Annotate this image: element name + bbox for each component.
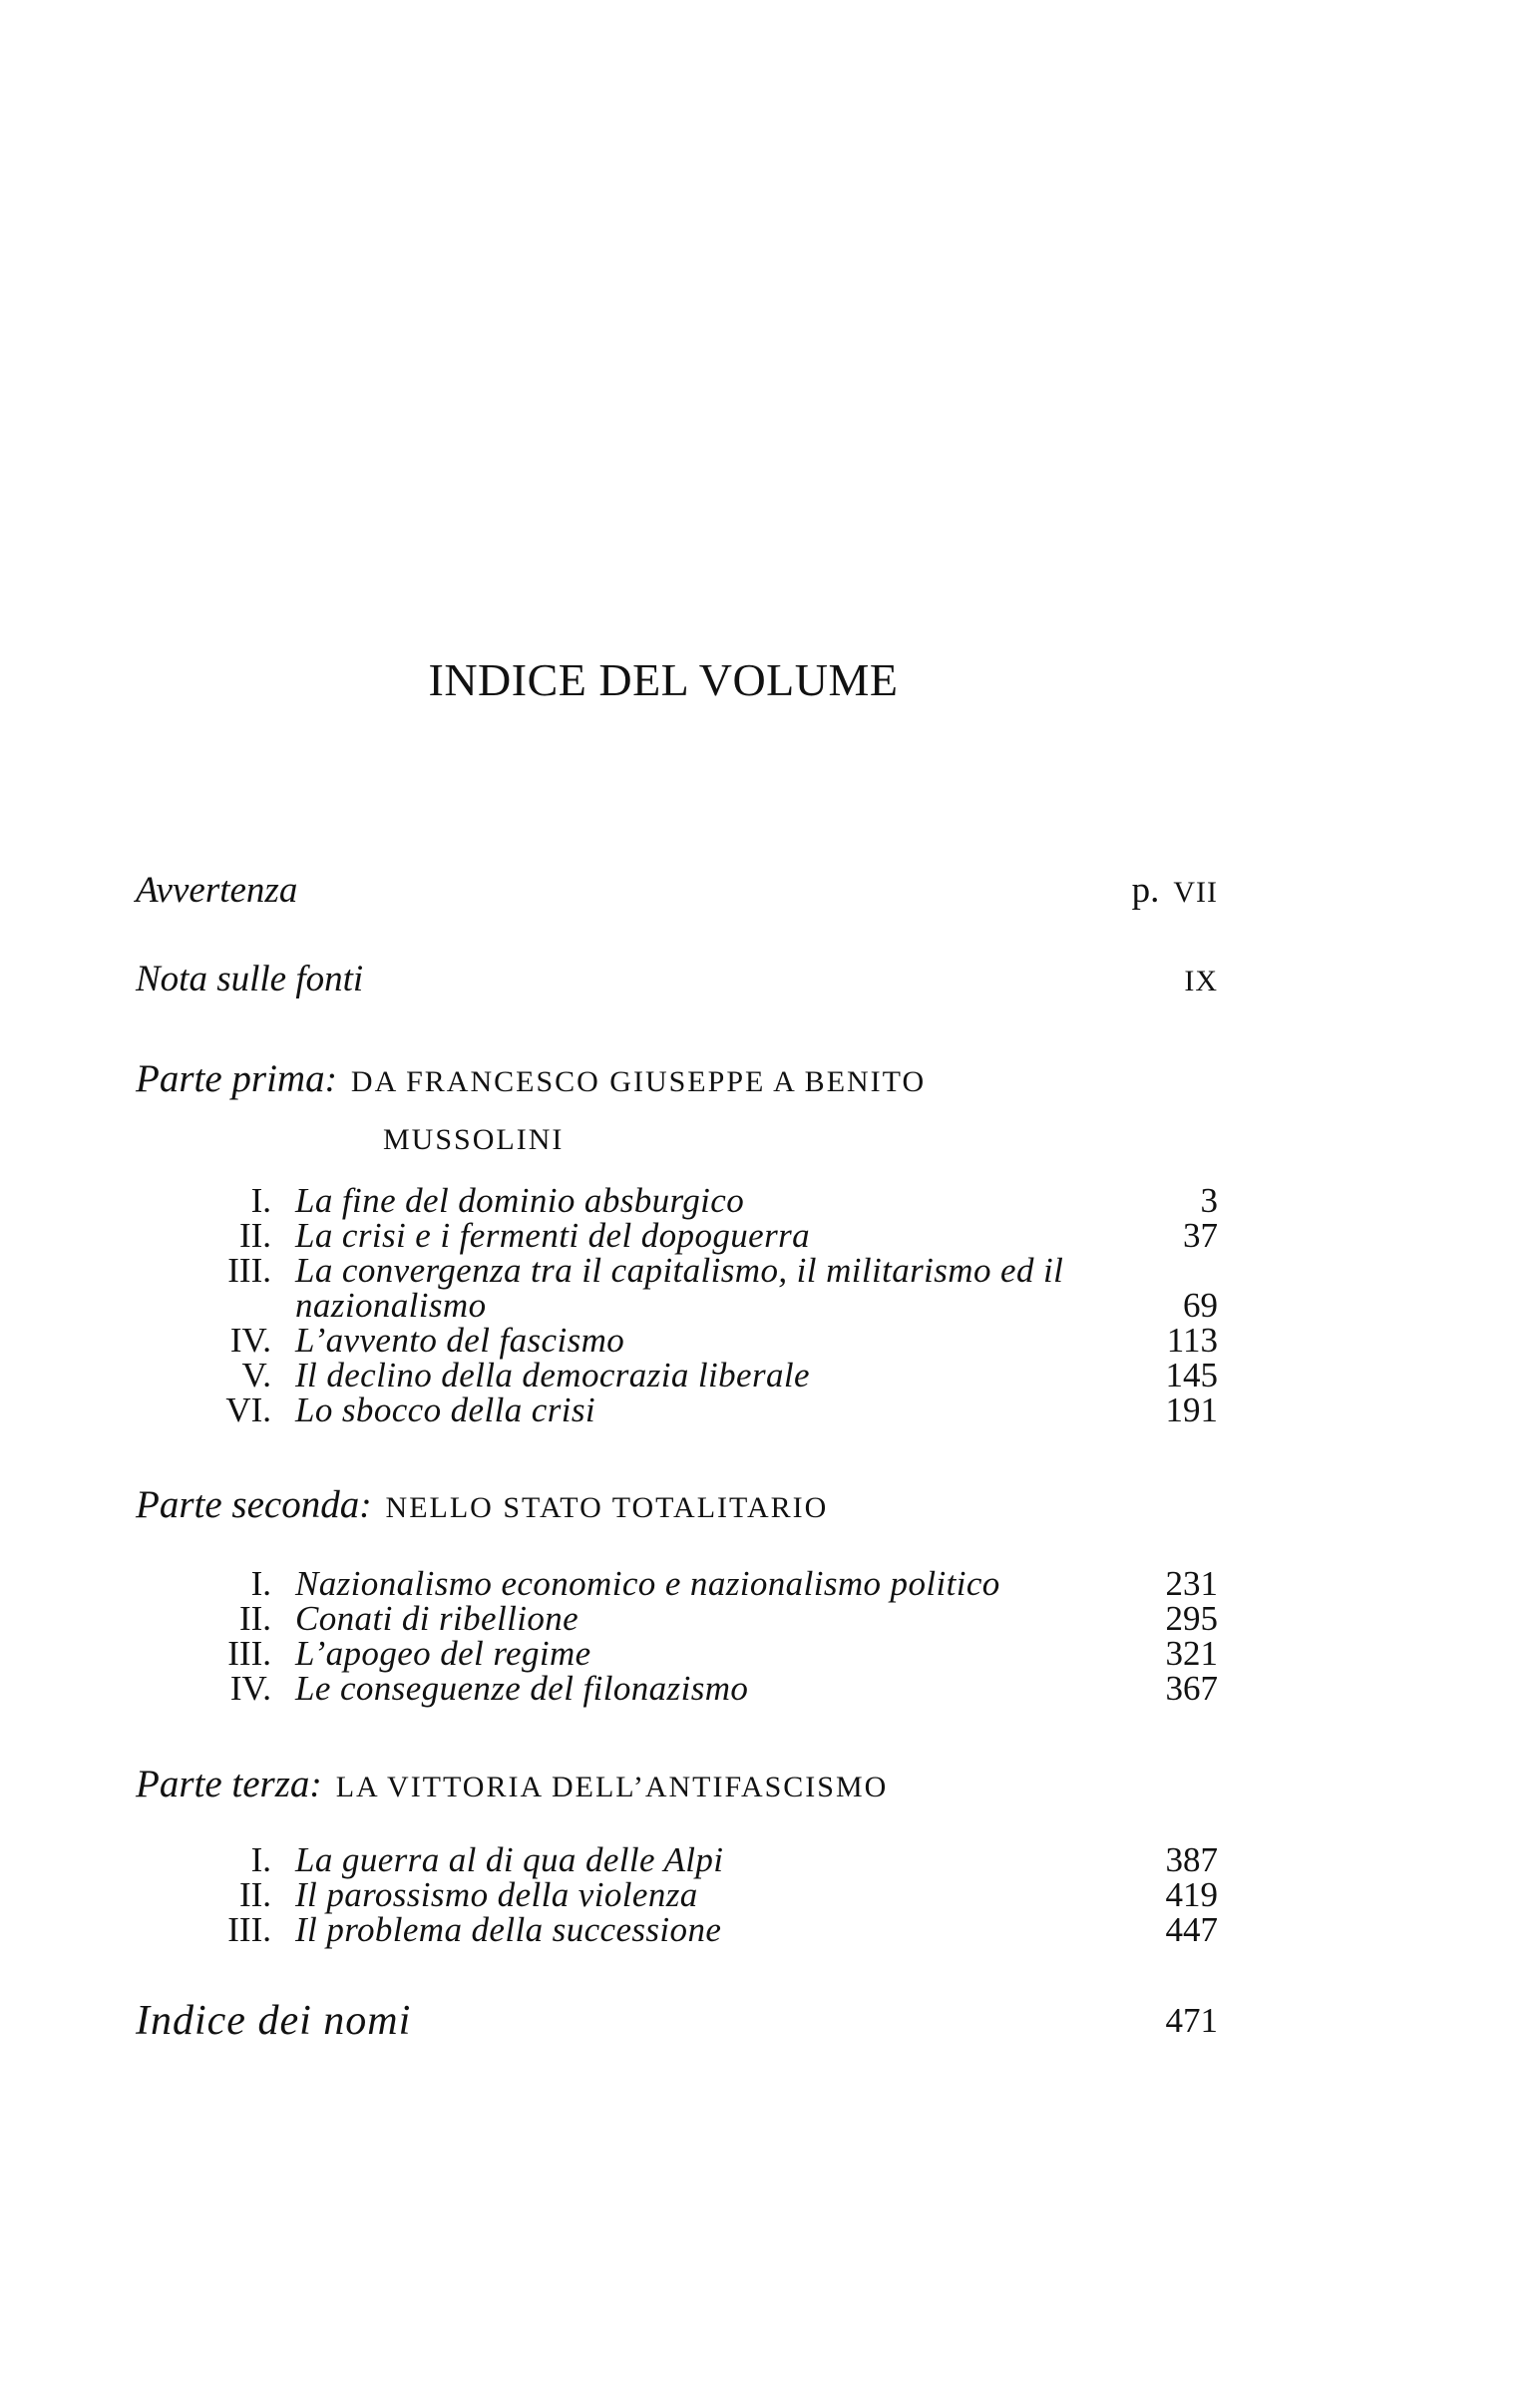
chapter-number: III. — [227, 1251, 271, 1290]
page-prefix: p. — [1131, 870, 1160, 911]
page-number: VII — [1173, 876, 1218, 909]
chapter-title: Conati di ribellione — [295, 1599, 579, 1638]
part-title: LA VITTORIA DELL’ANTIFASCISMO — [335, 1771, 889, 1803]
chapter-title: L’apogeo del regime — [295, 1634, 591, 1673]
chapter-title: Nazionalismo economico e nazionalismo politico — [295, 1564, 1000, 1603]
chapter-title: Le conseguenze del filonazismo — [295, 1669, 749, 1708]
chapter-page: 3 — [1200, 1181, 1218, 1220]
chapter-page: 419 — [1165, 1875, 1218, 1914]
chapter-entry[interactable] — [136, 1566, 1218, 1601]
chapter-page: 37 — [1183, 1216, 1218, 1255]
toc-entry-indice-dei-nomi[interactable] — [136, 1999, 1218, 2043]
chapter-number: II. — [238, 1875, 271, 1914]
part-heading-seconda: Parte seconda: NELLO STATO TOTALITARIO — [136, 1483, 829, 1526]
chapter-number: II. — [238, 1599, 271, 1638]
chapter-page: 367 — [1165, 1669, 1218, 1708]
chapter-number: III. — [227, 1910, 271, 1949]
chapter-title: Il problema della successione — [295, 1910, 722, 1949]
chapter-page: 231 — [1165, 1564, 1218, 1603]
toc-entry-title: Indice dei nomi — [136, 1998, 412, 2044]
toc-entry-avvertenza[interactable] — [136, 871, 1218, 911]
chapter-title: La guerra al di qua delle Alpi — [295, 1840, 724, 1879]
chapter-title: La crisi e i fermenti del dopoguerra — [295, 1216, 811, 1255]
chapter-number: V. — [241, 1356, 271, 1394]
part-title-continued: MUSSOLINI — [383, 1123, 565, 1156]
chapter-entry[interactable] — [136, 1323, 1218, 1358]
part-label: Parte seconda — [136, 1483, 360, 1526]
chapter-page: 387 — [1165, 1840, 1218, 1879]
chapter-entry[interactable] — [136, 1183, 1218, 1218]
chapter-list-prima — [136, 1183, 1218, 1427]
chapter-title: Lo sbocco della crisi — [295, 1390, 596, 1429]
toc-entry-title: Avvertenza — [136, 870, 298, 911]
chapter-entry[interactable] — [136, 1636, 1218, 1671]
page-title: INDICE DEL VOLUME — [428, 654, 899, 705]
page-number: IX — [1184, 965, 1218, 997]
toc-entry-page — [1184, 960, 1218, 1001]
chapter-page: 113 — [1166, 1321, 1218, 1360]
toc-entry-page — [1132, 871, 1218, 913]
chapter-entry[interactable] — [136, 1877, 1218, 1912]
chapter-number: I. — [250, 1564, 271, 1603]
toc-entry-nota-sulle-fonti[interactable] — [136, 960, 1218, 999]
chapter-number: I. — [250, 1181, 271, 1220]
chapter-page: 145 — [1165, 1356, 1218, 1394]
chapter-page: 321 — [1165, 1634, 1218, 1673]
chapter-title: La fine del dominio absburgico — [295, 1181, 745, 1220]
part-heading-prima: Parte prima: DA FRANCESCO GIUSEPPE A BENITO MUSSOLINI — [136, 1050, 1233, 1169]
chapter-number: III. — [227, 1634, 271, 1673]
chapter-entry[interactable] — [136, 1912, 1218, 1947]
chapter-entry[interactable] — [136, 1842, 1218, 1877]
part-heading-terza: Parte terza: LA VITTORIA DELL’ANTIFASCISMO — [136, 1763, 889, 1805]
chapter-list-seconda — [136, 1566, 1218, 1706]
chapter-page: 69 — [1183, 1286, 1218, 1325]
chapter-list-terza — [136, 1842, 1218, 1947]
part-title: DA FRANCESCO GIUSEPPE A BENITO — [350, 1065, 927, 1098]
chapter-number: II. — [238, 1216, 271, 1255]
toc-entry-title: Nota sulle fonti — [136, 959, 364, 999]
part-title: NELLO STATO TOTALITARIO — [385, 1491, 829, 1524]
chapter-title: L’avvento del fascismo — [295, 1321, 625, 1360]
chapter-page: 295 — [1165, 1599, 1218, 1638]
chapter-entry[interactable] — [136, 1253, 1218, 1323]
chapter-page: 191 — [1165, 1390, 1218, 1429]
chapter-entry[interactable] — [136, 1601, 1218, 1636]
chapter-entry[interactable] — [136, 1392, 1218, 1427]
part-label: Parte terza — [136, 1763, 310, 1805]
toc-entry-page: 471 — [1165, 2001, 1218, 2040]
chapter-title: Il parossismo della violenza — [295, 1875, 698, 1914]
chapter-number: IV. — [229, 1669, 271, 1708]
chapter-entry[interactable] — [136, 1671, 1218, 1706]
chapter-entry[interactable] — [136, 1358, 1218, 1392]
chapter-number: IV. — [229, 1321, 271, 1360]
chapter-title: Il declino della democrazia liberale — [295, 1356, 810, 1394]
chapter-number: VI. — [225, 1390, 271, 1429]
chapter-title: La convergenza tra il capitalismo, il militarismo ed il nazionalismo — [295, 1251, 1064, 1325]
chapter-number: I. — [250, 1840, 271, 1879]
chapter-page: 447 — [1165, 1910, 1218, 1949]
part-label: Parte prima — [136, 1057, 325, 1100]
chapter-entry[interactable] — [136, 1218, 1218, 1253]
